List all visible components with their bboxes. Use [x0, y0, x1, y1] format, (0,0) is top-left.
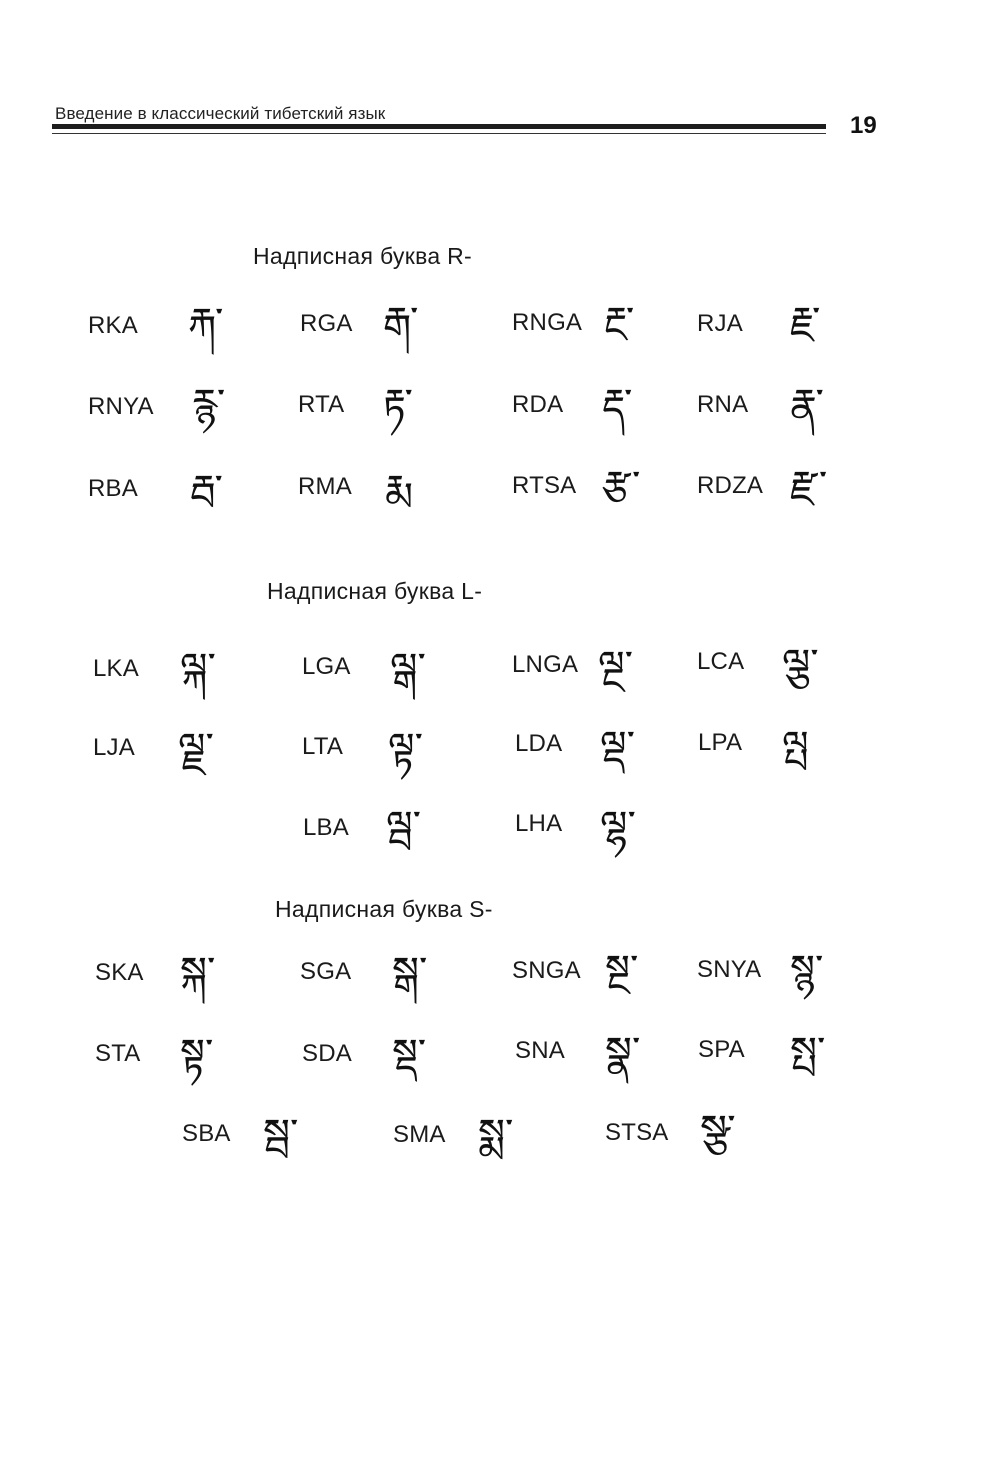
tibetan-glyph: སྐ་ — [180, 949, 216, 995]
header-rule-thin — [52, 133, 826, 134]
syllable-label: SNYA — [697, 956, 762, 983]
tibetan-glyph: རྣ་ — [790, 381, 824, 427]
tibetan-glyph: རྨ — [385, 467, 414, 513]
tibetan-glyph: ལྕ་ — [782, 641, 819, 687]
tibetan-glyph: རྦ་ — [190, 467, 223, 513]
tibetan-glyph: རྩ་ — [602, 463, 641, 509]
syllable-label: SNA — [515, 1037, 565, 1064]
syllable-label: RDA — [512, 391, 564, 418]
syllable-label: SBA — [182, 1120, 231, 1147]
syllable-label: RTSA — [512, 472, 577, 499]
syllable-label: STSA — [605, 1119, 669, 1146]
syllable-label: RKA — [88, 312, 138, 339]
section-heading-l: Надписная буква L- — [267, 578, 483, 604]
tibetan-glyph: སྟ་ — [180, 1031, 214, 1077]
tibetan-glyph: སྦ་ — [263, 1111, 299, 1157]
tibetan-glyph: ལྔ་ — [598, 643, 634, 689]
tibetan-glyph: སྔ་ — [605, 947, 639, 993]
syllable-label: RNA — [697, 391, 749, 418]
page-number: 19 — [850, 112, 877, 139]
tibetan-glyph: ལྦ་ — [386, 803, 422, 849]
tibetan-glyph: རྫ་ — [790, 463, 828, 509]
running-title: Введение в классический тибетский язык — [55, 104, 386, 123]
section-heading-r: Надписная буква R- — [253, 243, 473, 269]
syllable-label: LBA — [303, 814, 349, 841]
tibetan-glyph: ལྗ་ — [178, 725, 214, 771]
syllable-label: RBA — [88, 475, 138, 502]
tibetan-glyph: ལྤ — [782, 723, 809, 769]
syllable-label: LDA — [515, 730, 563, 757]
tibetan-glyph: རྗ་ — [790, 299, 821, 345]
syllable-label: RNYA — [88, 393, 154, 420]
tibetan-glyph: རྡ་ — [602, 381, 633, 427]
syllable-label: LCA — [697, 648, 745, 675]
header-rule-thick — [52, 124, 826, 129]
syllable-label: RDZA — [697, 472, 764, 499]
tibetan-glyph: རྔ་ — [604, 299, 635, 345]
tibetan-glyph: སྨ་ — [478, 1111, 514, 1157]
syllable-label: SDA — [302, 1040, 352, 1067]
tibetan-glyph: རྐ་ — [188, 300, 224, 346]
syllable-label: LJA — [93, 734, 135, 761]
syllable-label: LPA — [698, 729, 743, 756]
syllable-label: LNGA — [512, 651, 579, 678]
tibetan-glyph: སྣ་ — [605, 1029, 641, 1075]
syllable-label: LGA — [302, 653, 351, 680]
syllable-label: SKA — [95, 959, 144, 986]
syllable-label: LHA — [515, 810, 563, 837]
syllable-label: RTA — [298, 391, 345, 418]
tibetan-glyph: ལྒ་ — [390, 645, 426, 691]
tibetan-glyph: ལྡ་ — [600, 723, 636, 769]
syllable-label: SMA — [393, 1121, 446, 1148]
tibetan-glyph: ལྐ་ — [180, 645, 216, 691]
tibetan-glyph: སྒ་ — [392, 949, 428, 995]
syllable-label: SNGA — [512, 957, 581, 984]
syllable-label: LTA — [302, 733, 344, 760]
syllable-label: SPA — [698, 1036, 745, 1063]
section-heading-s: Надписная буква S- — [275, 896, 493, 922]
tibetan-glyph: རྟ་ — [383, 381, 413, 427]
tibetan-glyph: སྡ་ — [392, 1031, 427, 1077]
tibetan-glyph: སྤ་ — [790, 1029, 826, 1075]
tibetan-glyph: རྒ་ — [383, 299, 419, 345]
tibetan-glyph: རྙ་ — [192, 381, 226, 427]
tibetan-glyph: སྩ་ — [700, 1107, 736, 1153]
syllable-label: RMA — [298, 473, 352, 500]
syllable-label: RNGA — [512, 309, 583, 336]
syllable-label: LKA — [93, 655, 139, 682]
syllable-label: STA — [95, 1040, 141, 1067]
tibetan-glyph: ལྟ་ — [388, 725, 424, 771]
syllable-label: SGA — [300, 958, 352, 985]
tibetan-glyph: ལྷ་ — [600, 803, 636, 849]
tibetan-glyph: སྙ་ — [790, 947, 824, 993]
syllable-label: RJA — [697, 310, 743, 337]
syllable-label: RGA — [300, 310, 353, 337]
